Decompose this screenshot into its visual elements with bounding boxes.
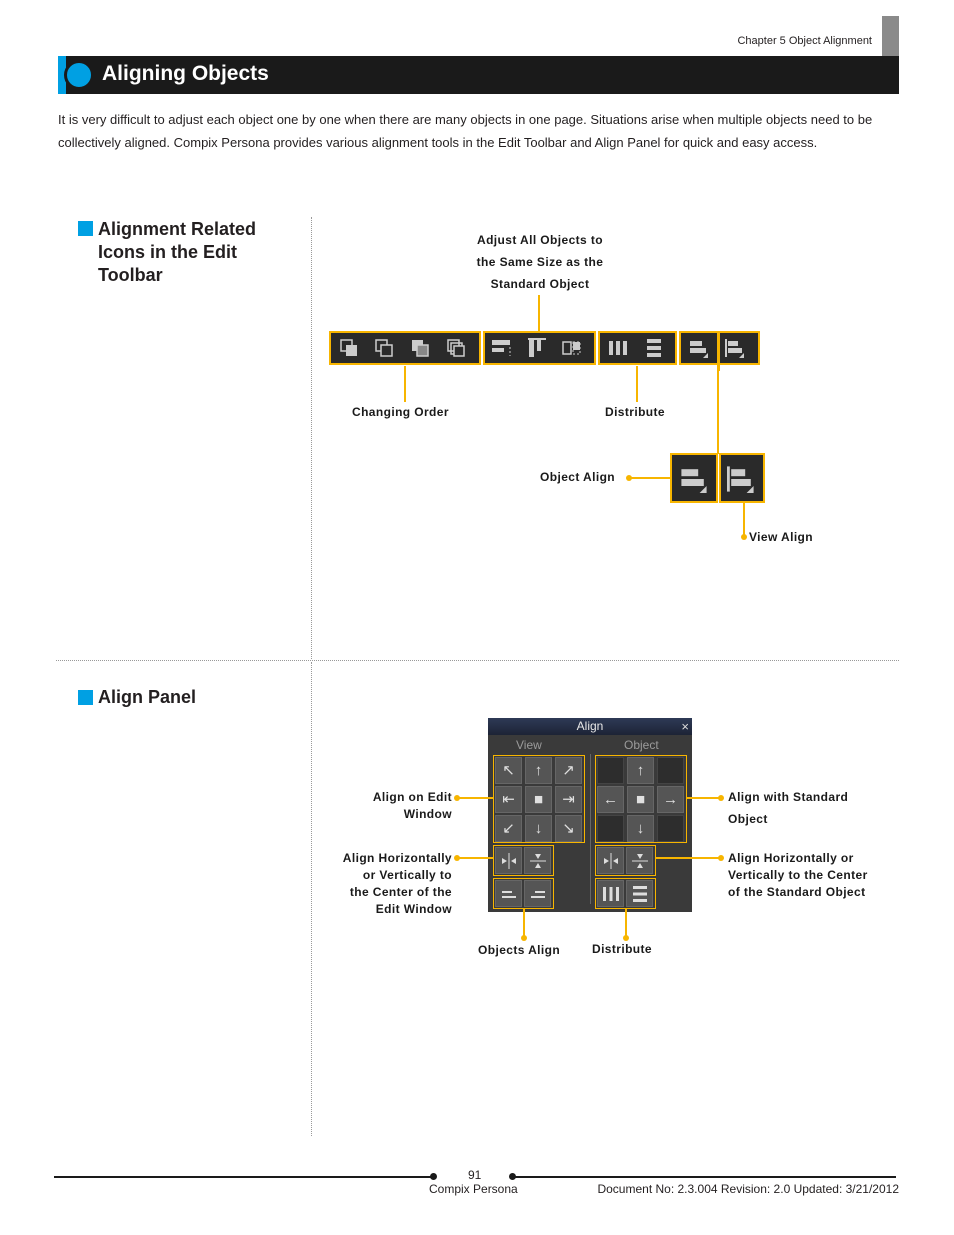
callout-align-edit-window: Align on Edit Window [372, 790, 452, 821]
callout-line [458, 797, 494, 799]
object-align-enlarged [670, 453, 718, 503]
section-heading-align-panel: Align Panel [98, 687, 197, 707]
align-top-button[interactable]: ↑ [525, 757, 552, 784]
callout-line [404, 366, 406, 402]
toolbar-group-order [329, 331, 481, 365]
toolbar-group-distribute [598, 331, 677, 365]
callout-line [655, 857, 720, 859]
view-align-icon [727, 465, 755, 493]
page-title: Aligning Objects [102, 62, 269, 85]
callout-frame [493, 755, 585, 843]
callout-objects-align: Objects Align [478, 943, 561, 957]
align-bottom-right-button[interactable]: ↘ [555, 815, 582, 842]
align-bottom-button[interactable]: ↓ [525, 815, 552, 842]
callout-line [625, 909, 627, 937]
align-left-button[interactable]: ⇤ [495, 786, 522, 813]
callout-line [686, 797, 720, 799]
callout-adjust-size: Adjust All Objects to the Same Size as the Standard Object [476, 233, 604, 291]
view-column-label: View [516, 738, 542, 752]
distribute-vertical-icon[interactable] [644, 338, 664, 358]
bring-forward-icon[interactable] [374, 338, 394, 358]
footer-product: Compix Persona [429, 1182, 518, 1196]
align-top-left-button[interactable]: ↖ [495, 757, 522, 784]
object-align-right-button[interactable]: → [657, 786, 684, 813]
distribute-horizontal-icon[interactable] [608, 338, 628, 358]
callout-line [636, 366, 638, 402]
send-backward-icon[interactable] [410, 338, 430, 358]
object-align-icon[interactable] [689, 338, 709, 358]
align-right-button[interactable]: ⇥ [555, 786, 582, 813]
callout-line [717, 366, 719, 454]
section-heading-toolbar: Alignment Related Icons in the Edit Toolbar [98, 219, 257, 285]
align-bottom-left-button[interactable]: ↙ [495, 815, 522, 842]
panel-title: Align [488, 718, 692, 735]
callout-frame [493, 878, 554, 909]
align-center-button[interactable]: ■ [525, 786, 552, 813]
align-panel [488, 718, 692, 912]
callout-frame [595, 878, 656, 909]
callout-line [458, 857, 494, 859]
align-top-right-button[interactable]: ↗ [555, 757, 582, 784]
object-align-icon [680, 465, 708, 493]
callout-line [630, 477, 671, 479]
column-divider [311, 217, 312, 659]
callout-frame [493, 845, 554, 876]
callout-view-align: View Align [749, 530, 814, 544]
section-divider [56, 660, 899, 661]
callout-frame [595, 845, 656, 876]
object-align-left-button[interactable]: ← [597, 786, 624, 813]
panel-divider [590, 754, 591, 904]
callout-distribute: Distribute [605, 405, 666, 419]
bring-to-front-icon[interactable] [339, 338, 359, 358]
same-height-icon[interactable] [527, 338, 547, 358]
callout-object-align: Object Align [540, 470, 616, 484]
same-size-icon[interactable] [562, 338, 582, 358]
callout-line [717, 331, 720, 371]
object-align-center-button[interactable]: ■ [627, 786, 654, 813]
callout-line [538, 295, 540, 332]
same-width-icon[interactable] [491, 338, 511, 358]
callout-distribute-panel: Distribute [592, 942, 653, 956]
section-marker-icon [78, 690, 93, 705]
callout-frame [595, 755, 687, 843]
callout-align-center-edit: Align Horizontally or Vertically to the Center of the Edit Window [342, 851, 452, 916]
object-align-bottom-button[interactable]: ↓ [627, 815, 654, 842]
chapter-label: Chapter 5 Object Alignment [737, 35, 872, 47]
send-to-back-icon[interactable] [446, 338, 466, 358]
title-bar [58, 56, 899, 94]
callout-align-standard: Align with Standard Object [728, 790, 849, 826]
footer-rule [54, 1176, 434, 1178]
view-align-enlarged [719, 453, 765, 503]
footer-document: Document No: 2.3.004 Revision: 2.0 Updated: 3/21/2012 [597, 1182, 899, 1196]
bullet-icon [64, 60, 94, 90]
callout-line [743, 503, 745, 537]
object-align-top-button[interactable]: ↑ [627, 757, 654, 784]
callout-changing-order: Changing Order [352, 405, 449, 419]
intro-paragraph: It is very difficult to adjust each object one by one when there are many objects in one page. Situations arise when multiple objects need to be collectively aligned. Compix Persona provides various alignment tools in the Edit Toolbar and Align Panel for quick and easy access. [58, 112, 873, 150]
callout-align-center-standard: Align Horizontally or Vertically to the Center of the Standard Object [728, 851, 868, 899]
chapter-tab [882, 16, 899, 56]
callout-line [523, 909, 525, 937]
section-marker-icon [78, 221, 93, 236]
toolbar-group-size [483, 331, 596, 365]
object-column-label: Object [624, 738, 659, 752]
close-icon[interactable]: × [681, 719, 689, 734]
page-number: 91 [468, 1168, 482, 1182]
footer-rule [514, 1176, 896, 1178]
view-align-icon[interactable] [725, 338, 745, 358]
